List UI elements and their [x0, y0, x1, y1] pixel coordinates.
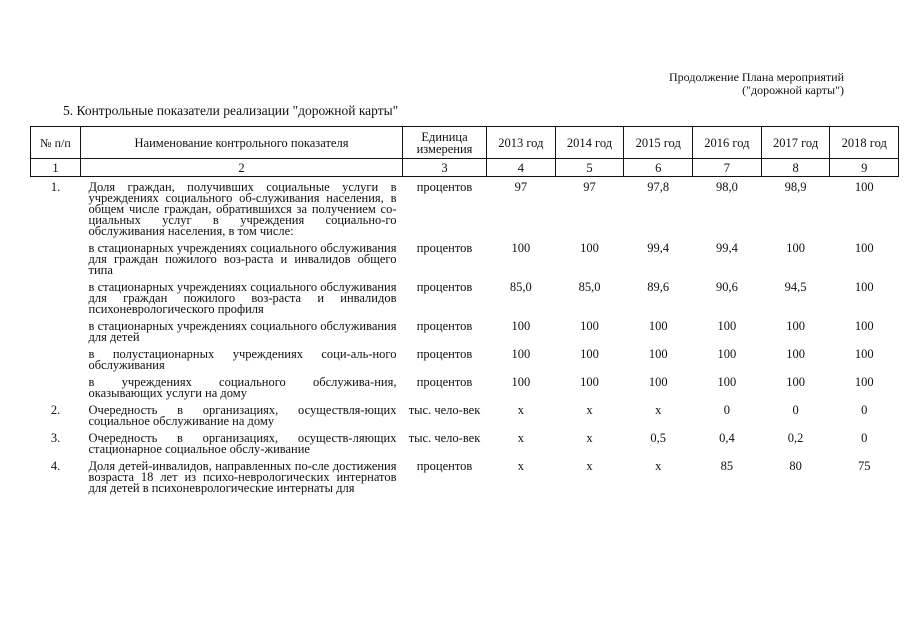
column-number: 1 — [31, 159, 81, 177]
indicator-name-text: в стационарных учреждениях социального обслуживания для граждан пожилого воз-раста и инвалидов общего типа — [88, 241, 397, 277]
table-row — [31, 177, 899, 238]
column-number: 5 — [555, 159, 624, 177]
continuation-line-1: Продолжение Плана мероприятий — [669, 70, 844, 84]
value-2014: х — [586, 431, 593, 445]
value-2015: 89,6 — [647, 280, 670, 294]
column-number: 2 — [81, 159, 403, 177]
row-number — [31, 276, 81, 315]
value-2016: 99,4 — [715, 241, 738, 255]
indicator-name — [81, 455, 403, 494]
header-num: № п/п — [31, 127, 81, 159]
value-2018: 0 — [861, 403, 868, 417]
value-2015: 97,8 — [647, 180, 670, 194]
continuation-note — [669, 71, 844, 97]
column-number: 9 — [830, 159, 899, 177]
value-2018: 100 — [854, 280, 874, 294]
row-number — [31, 315, 81, 343]
column-number: 8 — [761, 159, 830, 177]
header-year: 2016 год — [693, 127, 762, 159]
row-number: 1. — [50, 180, 61, 194]
value-2017: 100 — [786, 319, 805, 333]
indicator-name — [81, 315, 403, 343]
continuation-line-2: ("дорожной карты") — [742, 83, 844, 97]
value-2013: х — [517, 459, 524, 473]
value-2016: 98,0 — [715, 180, 738, 194]
value-2014: 97 — [583, 180, 596, 194]
indicator-name-text: Доля детей-инвалидов, направленных по-сле достижения возраста 18 лет из психо-неврологических интернатов для детей в психоневрологические интернаты для — [88, 459, 397, 495]
row-number: 3. — [50, 431, 61, 445]
value-2014: х — [586, 403, 593, 417]
indicator-name — [81, 177, 403, 238]
value-2014: 100 — [580, 347, 599, 361]
value-2013: х — [517, 403, 524, 417]
indicator-name-text: в стационарных учреждениях социального обслуживания для граждан пожилого воз-раста и инвалидов психоневрологического профиля — [88, 280, 397, 316]
value-2013: 100 — [511, 241, 531, 255]
unit-cell: процентов — [416, 319, 473, 333]
indicator-name-text: в учреждениях социального обслужива-ния, оказывающих услуги на дому — [88, 375, 397, 400]
value-2014: 100 — [580, 241, 599, 255]
header-year: 2017 год — [761, 127, 830, 159]
indicator-name — [81, 237, 403, 276]
header-year: 2014 год — [555, 127, 624, 159]
unit-cell: тыс. чело-век — [408, 403, 481, 417]
indicator-name — [81, 371, 403, 399]
value-2017: 0 — [792, 403, 799, 417]
header-year: 2018 год — [830, 127, 899, 159]
value-2014: х — [586, 459, 593, 473]
indicator-name — [81, 343, 403, 371]
table-row — [31, 399, 899, 427]
value-2015: 100 — [648, 347, 668, 361]
value-2015: х — [655, 403, 662, 417]
value-2016: 90,6 — [715, 280, 738, 294]
row-number — [31, 343, 81, 371]
value-2015: 99,4 — [647, 241, 670, 255]
header-unit: Единица измерения — [403, 127, 487, 159]
column-number-row — [31, 159, 899, 177]
table-row — [31, 315, 899, 343]
column-number: 6 — [624, 159, 693, 177]
value-2018: 0 — [861, 431, 868, 445]
unit-cell: процентов — [416, 347, 473, 361]
value-2018: 75 — [858, 459, 871, 473]
value-2018: 100 — [854, 347, 874, 361]
unit-cell: процентов — [416, 180, 473, 194]
table-header-row — [31, 127, 899, 159]
value-2017: 100 — [786, 241, 805, 255]
indicator-name-text: в стационарных учреждениях социального обслуживания для детей — [88, 319, 397, 344]
table-row — [31, 371, 899, 399]
row-number — [31, 237, 81, 276]
value-2013: 100 — [511, 347, 531, 361]
value-2014: 100 — [580, 375, 599, 389]
indicator-name — [81, 276, 403, 315]
column-number: 7 — [693, 159, 762, 177]
value-2017: 100 — [786, 375, 805, 389]
column-number: 4 — [487, 159, 556, 177]
indicator-name-text: в полустационарных учреждениях соци-аль-ного обслуживания — [88, 347, 397, 372]
indicator-name — [81, 399, 403, 427]
value-2016: 0,4 — [719, 431, 735, 445]
value-2015: 100 — [648, 319, 668, 333]
unit-cell: процентов — [416, 241, 473, 255]
value-2016: 100 — [717, 347, 737, 361]
indicator-name — [81, 427, 403, 455]
value-2013: 100 — [511, 319, 531, 333]
table-row — [31, 427, 899, 455]
header-year: 2013 год — [487, 127, 556, 159]
indicator-name-text: Очередность в организациях, осуществля-ющих социальное обслуживание на дому — [88, 403, 397, 428]
row-number: 2. — [50, 403, 61, 417]
value-2017: 94,5 — [784, 280, 807, 294]
value-2013: 100 — [511, 375, 531, 389]
indicators-table — [30, 126, 899, 494]
value-2016: 100 — [717, 375, 737, 389]
value-2017: 80 — [789, 459, 802, 473]
value-2017: 0,2 — [787, 431, 804, 445]
value-2018: 100 — [854, 241, 874, 255]
unit-cell: процентов — [416, 280, 473, 294]
row-number: 4. — [50, 459, 61, 473]
value-2013: 97 — [514, 180, 528, 194]
table-body — [31, 177, 899, 495]
table-row — [31, 343, 899, 371]
unit-cell: процентов — [416, 459, 473, 473]
unit-cell: тыс. чело-век — [408, 431, 481, 445]
value-2015: 0,5 — [650, 431, 667, 445]
value-2018: 100 — [854, 319, 874, 333]
table-row — [31, 455, 899, 494]
value-2018: 100 — [854, 375, 874, 389]
value-2015: х — [655, 459, 662, 473]
value-2015: 100 — [648, 375, 668, 389]
table-row — [31, 276, 899, 315]
value-2018: 100 — [854, 180, 874, 194]
indicator-name-text: Доля граждан, получивших социальные услуги в учреждениях социального об-служивания населения, в общем числе граждан, обратившихся за получением со-циальных услуг в учреждения социально-го обслуживания населения, в том числе: — [88, 180, 397, 238]
value-2016: 0 — [723, 403, 731, 417]
table-row — [31, 237, 899, 276]
header-name: Наименование контрольного показателя — [81, 127, 403, 159]
value-2016: 100 — [717, 319, 737, 333]
indicator-name-text: Очередность в организациях, осуществ-ляющих стационарное социальное обслу-живание — [88, 431, 397, 456]
value-2014: 100 — [580, 319, 599, 333]
value-2016: 85 — [720, 459, 734, 473]
value-2014: 85,0 — [578, 280, 601, 294]
value-2013: 85,0 — [509, 280, 532, 294]
header-year: 2015 год — [624, 127, 693, 159]
value-2017: 100 — [786, 347, 805, 361]
row-number — [31, 371, 81, 399]
value-2013: х — [517, 431, 524, 445]
section-title: 5. Контрольные показатели реализации "дорожной карты" — [63, 103, 399, 118]
unit-cell: процентов — [416, 375, 473, 389]
value-2017: 98,9 — [784, 180, 807, 194]
column-number: 3 — [403, 159, 487, 177]
